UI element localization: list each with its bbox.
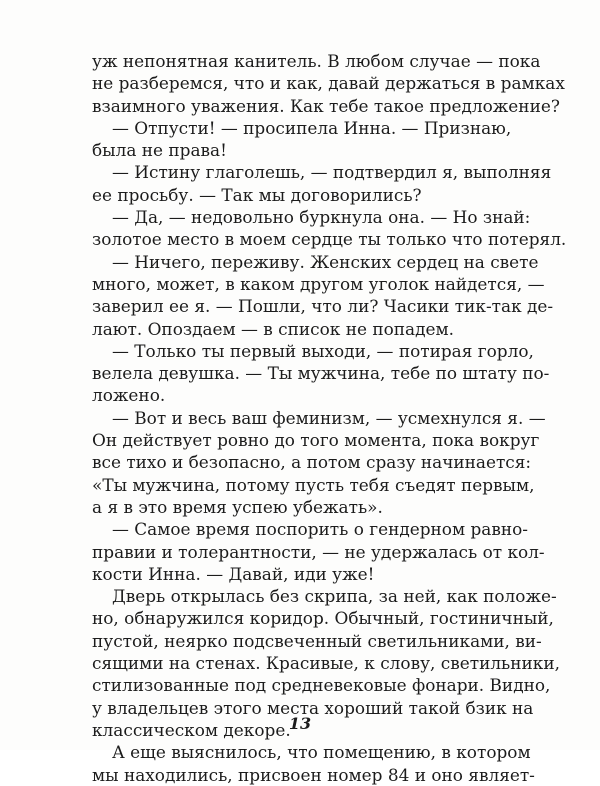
text-line: — Вот и весь ваш феминизм, — усмехнулся я. —: [112, 407, 546, 428]
text-line: уж непонятная канитель. В любом случае — пока: [92, 51, 541, 71]
text-line: не разберемся, что и как, давай держаться в рамках: [92, 73, 565, 94]
text-line: ее просьбу. — Так мы договорились?: [92, 184, 422, 205]
page-number: 13: [288, 714, 312, 733]
text-line: а я в это время успею убежать».: [92, 496, 383, 517]
text-line: ложено.: [92, 385, 166, 406]
text-line: «Ты мужчина, потому пусть тебя съедят первым,: [92, 474, 535, 495]
text-line: сящими на стенах. Красивые, к слову, светильники,: [92, 653, 560, 674]
text-line: стилизованные под средневековые фонари. Видно,: [92, 675, 551, 696]
text-line: кости Инна. — Давай, иди уже!: [92, 563, 375, 584]
body-text: [92, 50, 567, 786]
text-line: — Да, — недовольно буркнула она. — Но знай:: [112, 207, 531, 228]
text-line: правии и толерантности, — не удержалась от кол-: [92, 541, 545, 562]
text-line: — Отпусти! — просипела Инна. — Признаю,: [112, 117, 512, 138]
text-line: — Только ты первый выходи, — потирая горло,: [112, 340, 534, 361]
text-line: классическом декоре.: [92, 719, 291, 740]
text-line: у владельцев этого места хороший такой бзик на: [92, 697, 534, 718]
text-line: велела девушка. — Ты мужчина, тебе по штату по-: [92, 363, 550, 384]
text-line: много, может, в каком другом уголок найдется, —: [92, 273, 545, 294]
text-line: все тихо и безопасно, а потом сразу начинается:: [92, 452, 532, 473]
text-line: — Ничего, переживу. Женских сердец на свете: [112, 251, 539, 272]
text-line: мы находились, присвоен номер 84 и оно являет-: [92, 764, 535, 785]
text-line: лают. Опоздаем — в список не попадем.: [92, 318, 454, 339]
text-line: но, обнаружился коридор. Обычный, гостиничный,: [92, 608, 554, 629]
text-line: Он действует ровно до того момента, пока вокруг: [92, 430, 540, 451]
text-line: — Истину глаголешь, — подтвердил я, выполняя: [112, 162, 552, 183]
text-line: взаимного уважения. Как тебе такое предложение?: [92, 95, 560, 116]
text-line: была не права!: [92, 140, 227, 161]
text-line: заверил ее я. — Пошли, что ли? Часики тик-так де-: [92, 296, 554, 317]
text-line: пустой, неярко подсвеченный светильниками, ви-: [92, 630, 542, 651]
text-line: золотое место в моем сердце ты только что потерял.: [92, 229, 567, 250]
text-line: Дверь открылась без скрипа, за ней, как положе-: [112, 586, 557, 607]
text-line: — Самое время поспорить о гендерном равно-: [112, 519, 529, 540]
text-line: А еще выяснилось, что помещению, в котором: [112, 742, 531, 763]
